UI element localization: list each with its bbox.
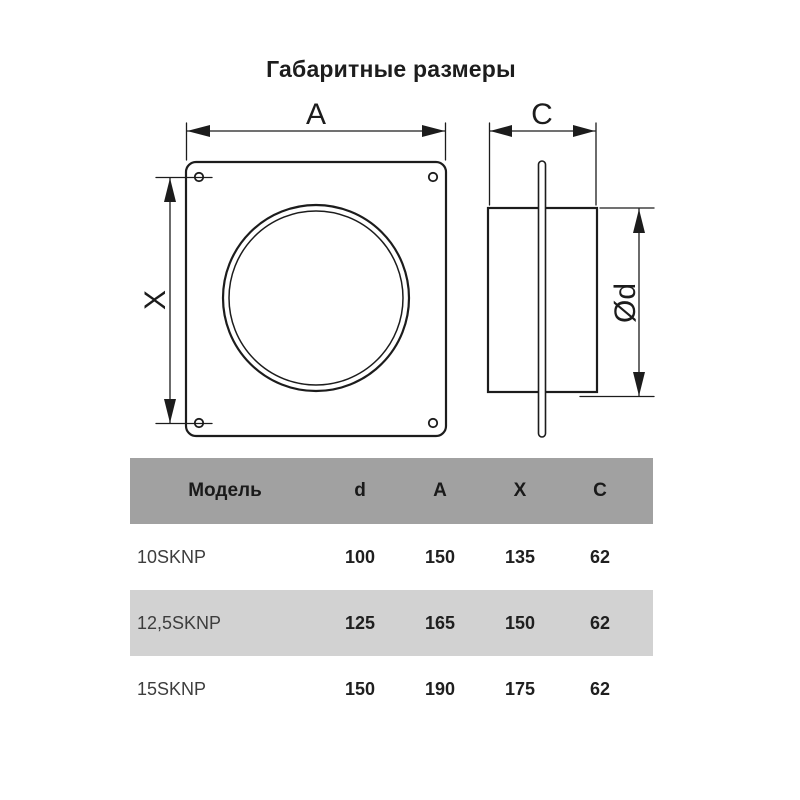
cell-A: 190 (424, 678, 456, 699)
table-row (130, 656, 653, 722)
cell-d: 125 (344, 612, 376, 633)
cell-d: 150 (344, 678, 376, 699)
dimension-X (139, 178, 212, 424)
dimension-diameter (580, 208, 654, 397)
header-d: d (354, 480, 366, 501)
cell-d: 100 (344, 546, 376, 567)
arrow-left-icon (490, 125, 512, 137)
header-X: X (513, 480, 527, 501)
cell-A: 165 (424, 612, 456, 633)
front-view (139, 98, 446, 436)
arrow-right-icon (573, 125, 595, 137)
table-row (130, 590, 653, 656)
page-title: Габаритные размеры (266, 56, 516, 82)
header-C: C (593, 480, 607, 501)
cell-model: 15SKNP (137, 678, 207, 699)
dimension-A (187, 98, 446, 160)
cell-model: 12,5SKNP (137, 612, 222, 633)
cell-A: 150 (424, 546, 456, 567)
duct-opening-inner (229, 211, 403, 385)
cell-X: 150 (504, 612, 536, 633)
dim-label-diameter: Ød (609, 282, 642, 324)
arrow-down-icon (164, 399, 176, 423)
arrow-up-icon (633, 209, 645, 233)
arrow-left-icon (187, 125, 210, 137)
cell-C: 62 (589, 546, 611, 567)
cell-X: 175 (504, 678, 536, 699)
cell-C: 62 (589, 678, 611, 699)
side-view (488, 98, 654, 437)
dim-label-A: A (305, 98, 327, 131)
duct-opening-outer (223, 205, 409, 391)
arrow-up-icon (164, 178, 176, 202)
dim-label-X: X (139, 289, 172, 311)
header-A: A (433, 480, 447, 501)
dimensions-table (130, 458, 653, 722)
arrow-down-icon (633, 372, 645, 396)
table-row (130, 524, 653, 590)
flange-edge (539, 161, 546, 437)
cell-C: 62 (589, 612, 611, 633)
header-model: Модель (188, 480, 262, 501)
cell-X: 135 (504, 546, 536, 567)
dim-label-C: C (531, 98, 553, 131)
table-header-row (130, 458, 653, 524)
arrow-right-icon (422, 125, 445, 137)
flange-plate (186, 162, 446, 436)
cell-model: 10SKNP (137, 546, 207, 567)
